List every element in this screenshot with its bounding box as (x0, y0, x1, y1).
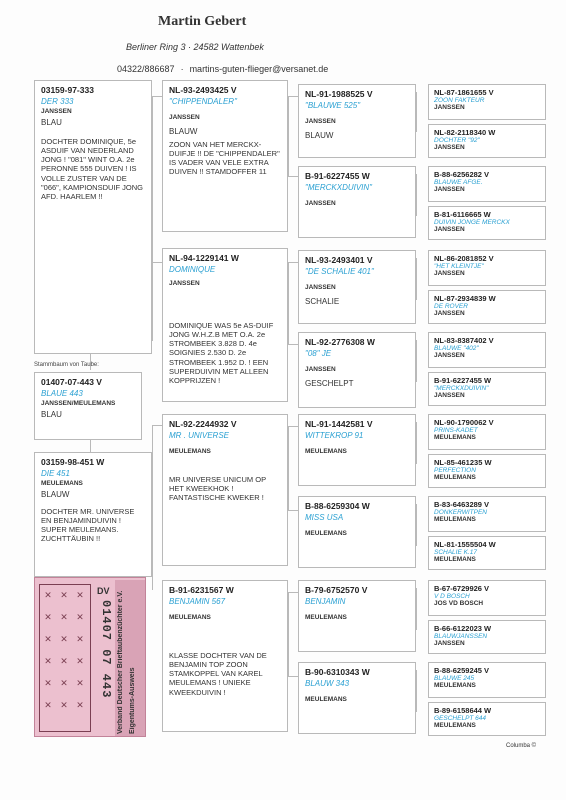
gen4-ring: NL-81-1555504 W (434, 540, 496, 549)
connector-line (152, 262, 162, 263)
connector-line (416, 670, 417, 712)
gen4-breed: MEULEMANS (434, 682, 476, 689)
gen4-ring: B-81-6116665 W (434, 210, 491, 219)
gen4-card[interactable] (428, 372, 546, 406)
connector-line (152, 96, 162, 97)
breeder-address: Berliner Ring 3 · 24582 Wattenbek (126, 42, 264, 52)
gen4-card[interactable] (428, 332, 546, 368)
gen4-breed: MEULEMANS (434, 516, 476, 523)
certificate-label-strip (115, 580, 145, 736)
gen4-name: "HET KLEINTJE" (434, 263, 484, 270)
gen4-card[interactable] (428, 702, 546, 736)
connector-line (288, 96, 289, 176)
connector-line (416, 340, 417, 382)
pigeon-breed: JANSSEN/MEULEMANS (41, 400, 116, 407)
pigeon-ring: 01407-07-443 V (41, 377, 102, 387)
gen3-color: SCHALIE (305, 297, 340, 306)
pigeon-name: BLAUE 443 (41, 389, 83, 398)
connector-line (416, 588, 417, 630)
ownership-certificate (34, 577, 146, 737)
dam-ring: 03159-98-451 W (41, 457, 105, 467)
gen3-card[interactable] (298, 496, 416, 568)
sire-ring: 03159-97-333 (41, 85, 94, 95)
sire-description: DOCHTER DOMINIQUE, 5e ASDUIF VAN NEDERLAND JONG ! "081" WINT O.A. 2e PERONNE 555 DUIVEN ! IS VOLLE ZUSTER VAN DE "066", KAMPIONSDUIF JONG AFD. HAARLEM !! (41, 137, 144, 201)
gen4-breed: JANSSEN (434, 186, 465, 193)
pigeon-card[interactable] (34, 372, 142, 440)
connector-line (288, 592, 289, 676)
connector-line (288, 344, 298, 345)
connector-line (152, 425, 162, 426)
gen3-name: WITTEKROP 91 (305, 431, 364, 440)
gen3-breed: MEULEMANS (305, 696, 347, 703)
gen4-ring: NL-90-1790062 V (434, 418, 494, 427)
gen4-ring: B-89-6158644 W (434, 706, 492, 715)
gen3-card[interactable] (298, 250, 416, 324)
connector-line (90, 440, 91, 452)
gen4-breed: JANSSEN (434, 352, 465, 359)
connector-line (416, 422, 417, 464)
gen4-ring: NL-82-2118340 W (434, 128, 496, 137)
gen4-ring: NL-85-461235 W (434, 458, 492, 467)
sire-color: BLAU (41, 118, 62, 127)
gen4-ring: B-88-6259245 V (434, 666, 490, 675)
gen2-ring: NL-93-2493425 V (169, 85, 237, 95)
gen4-card[interactable] (428, 84, 546, 120)
certificate-title: Eigentums-Ausweis (129, 667, 136, 734)
gen4-name: BLAUWE "402" (434, 345, 479, 352)
gen3-name: BENJAMIN (305, 597, 346, 606)
gen2-ring: NL-94-1229141 W (169, 253, 239, 263)
gen4-ring: NL-87-1861655 V (434, 88, 494, 97)
connector-line (288, 592, 298, 593)
breeder-phone: 04322/886687 (117, 64, 175, 74)
gen3-ring: B-90-6310343 W (305, 667, 370, 677)
dam-name: DIE 451 (41, 469, 70, 478)
gen2-breed: MEULEMANS (169, 614, 211, 621)
gen3-ring: NL-92-2776308 W (305, 337, 375, 347)
gen3-breed: JANSSEN (305, 200, 336, 207)
gen3-card[interactable] (298, 332, 416, 408)
gen4-breed: MEULEMANS (434, 474, 476, 481)
gen3-breed: MEULEMANS (305, 448, 347, 455)
gen3-ring: NL-93-2493401 V (305, 255, 373, 265)
connector-line (152, 425, 153, 590)
gen4-name: GESCHELPT 644 (434, 715, 487, 722)
pedigree-of-label: Stammbaum von Taube: (34, 362, 99, 368)
gen4-card[interactable] (428, 454, 546, 488)
certificate-pattern: ✕ ✕ ✕ ✕ ✕ ✕ ✕ ✕ ✕ ✕ ✕ ✕ ✕ ✕ ✕ ✕ ✕ ✕ (39, 584, 91, 732)
breeder-email[interactable]: martins-guten-flieger@versanet.de (189, 64, 329, 74)
gen2-name: "CHIPPENDALER" (169, 97, 237, 106)
gen2-card[interactable] (162, 580, 288, 732)
gen3-breed: JANSSEN (305, 366, 336, 373)
gen4-ring: B-67-6729926 V (434, 584, 490, 593)
gen4-name: DUIVIN JONGE MERCKX (434, 219, 510, 226)
gen3-breed: MEULEMANS (305, 530, 347, 537)
gen4-ring: B-83-6463289 V (434, 500, 490, 509)
gen3-card[interactable] (298, 166, 416, 238)
gen2-description: DOMINIQUE WAS 5e AS-DUIF JONG W.H.Z.B MET O.A. 2e STROMBEEK 3.828 D. 4e SOIGNIES 2.530 D. 2e STROMBEEK 1.952 D. ! EEN SUPERDUIVIN MET ALLEEN KOPPRIJZEN ! (169, 321, 274, 385)
gen3-card[interactable] (298, 84, 416, 158)
gen4-card[interactable] (428, 290, 546, 324)
gen2-breed: MEULEMANS (169, 448, 211, 455)
connector-line (288, 96, 298, 97)
gen3-breed: JANSSEN (305, 284, 336, 291)
gen4-card[interactable] (428, 620, 546, 654)
connector-line (288, 426, 298, 427)
gen3-card[interactable] (298, 580, 416, 652)
dam-color: BLAUW (41, 490, 70, 499)
connector-line (416, 504, 417, 546)
connector-line (288, 426, 289, 510)
gen3-name: MISS USA (305, 513, 344, 522)
footer-credit: Columba © (506, 743, 537, 749)
gen3-name: BLAUW 343 (305, 679, 350, 688)
gen4-ring: NL-87-2934839 W (434, 294, 496, 303)
connector-line (416, 92, 417, 132)
connector-line (288, 262, 298, 263)
dam-description: DOCHTER MR. UNIVERSE EN BENJAMINDUIVIN ! SUPER MEULEMANS. ZUCHTTÄUBIN !! (41, 507, 135, 544)
certificate-ring-number: 01407 07 443 (99, 600, 113, 699)
gen3-ring: B-79-6752570 V (305, 585, 368, 595)
gen4-name: SCHALIE K.17 (434, 549, 477, 556)
certificate-dv: DV (97, 586, 110, 596)
gen4-name: BLAUWE 245 (434, 675, 475, 682)
gen3-color: BLAUW (305, 131, 334, 140)
gen2-breed: JANSSEN (169, 280, 200, 287)
gen3-name: "BLAUWE 525" (305, 101, 361, 110)
gen4-breed: JANSSEN (434, 104, 465, 111)
connector-line (288, 510, 298, 511)
gen4-breed: JOS VD BOSCH (434, 600, 484, 607)
gen3-card[interactable] (298, 662, 416, 734)
gen4-name: ZOON FAKTEUR (434, 97, 485, 104)
sire-name: DER 333 (41, 97, 74, 106)
gen3-ring: B-88-6259304 W (305, 501, 370, 511)
gen4-card[interactable] (428, 662, 546, 698)
gen2-name: DOMINIQUE (169, 265, 216, 274)
gen4-name: DE ROVER (434, 303, 468, 310)
dam-card[interactable] (34, 452, 152, 577)
sire-card[interactable] (34, 80, 152, 354)
gen4-name: "MERCKXDUIVIN" (434, 385, 489, 392)
connector-line (288, 176, 298, 177)
gen4-breed: JANSSEN (434, 310, 465, 317)
gen4-breed: MEULEMANS (434, 434, 476, 441)
gen4-card[interactable] (428, 536, 546, 570)
gen2-color: BLAUW (169, 127, 198, 136)
gen2-card[interactable] (162, 248, 288, 402)
dam-breed: MEULEMANS (41, 480, 83, 487)
gen4-ring: B-66-6122023 W (434, 624, 492, 633)
gen4-name: V D BOSCH (434, 593, 470, 600)
gen3-breed: MEULEMANS (305, 614, 347, 621)
gen4-name: PRINS-KADET (434, 427, 478, 434)
gen3-name: "08" JE (305, 349, 332, 358)
gen2-description: MR UNIVERSE UNICUM OP HET KWEEKHOK ! FANTASTISCHE KWEKER ! (169, 475, 266, 503)
breeder-name: Martin Gebert (158, 14, 247, 29)
gen4-name: BLAUWE AFGE. (434, 179, 483, 186)
gen4-breed: JANSSEN (434, 144, 465, 151)
gen2-ring: B-91-6231567 W (169, 585, 234, 595)
gen4-name: DOCHTER "92" (434, 137, 480, 144)
gen2-name: MR . UNIVERSE (169, 431, 230, 440)
gen4-card[interactable] (428, 580, 546, 616)
gen4-breed: MEULEMANS (434, 722, 476, 729)
gen4-name: PERFECTION (434, 467, 476, 474)
gen4-breed: JANSSEN (434, 270, 465, 277)
breeder-contact: 04322/886687 · martins-guten-flieger@versanet.de (117, 64, 329, 74)
gen3-ring: NL-91-1988525 V (305, 89, 373, 99)
gen4-ring: B-91-6227455 W (434, 376, 492, 385)
gen4-card[interactable] (428, 250, 546, 286)
sire-breed: JANSSEN (41, 108, 72, 115)
gen4-name: BLAUWJANSSEN (434, 633, 488, 640)
gen4-card[interactable] (428, 166, 546, 202)
gen2-card[interactable] (162, 80, 288, 232)
gen4-name: DONKERWITPEN (434, 509, 487, 516)
gen4-breed: JANSSEN (434, 640, 465, 647)
gen4-card[interactable] (428, 414, 546, 450)
gen2-name: BENJAMIN 567 (169, 597, 226, 606)
connector-line (416, 258, 417, 300)
gen3-color: GESCHELPT (305, 379, 354, 388)
gen4-breed: JANSSEN (434, 392, 465, 399)
gen3-card[interactable] (298, 414, 416, 486)
gen4-breed: JANSSEN (434, 226, 465, 233)
gen2-ring: NL-92-2244932 V (169, 419, 237, 429)
gen2-description: KLASSE DOCHTER VAN DE BENJAMIN TOP ZOON STAMKOPPEL VAN KAREL MEULEMANS ! UNIEKE KWEEKDUIVIN ! (169, 651, 267, 697)
connector-line (416, 174, 417, 216)
connector-line (288, 676, 298, 677)
gen4-ring: NL-83-8387402 V (434, 336, 494, 345)
gen3-name: "MERCKXDUIVIN" (305, 183, 373, 192)
gen4-ring: NL-86-2081852 V (434, 254, 494, 263)
gen4-card[interactable] (428, 124, 546, 158)
gen2-card[interactable] (162, 414, 288, 566)
gen2-description: ZOON VAN HET MERCKX-DUIFJE !! DE "CHIPPENDALER" IS VADER VAN VELE EXTRA DUIVEN !! STAMDOFFER 11 (169, 140, 280, 177)
gen4-breed: MEULEMANS (434, 556, 476, 563)
gen4-card[interactable] (428, 496, 546, 532)
gen3-ring: B-91-6227455 W (305, 171, 370, 181)
gen2-breed: JANSSEN (169, 114, 200, 121)
gen3-breed: JANSSEN (305, 118, 336, 125)
certificate-association: Verband Deutscher Brieftaubenzüchter e.V. (117, 590, 124, 734)
pigeon-color: BLAU (41, 410, 62, 419)
gen4-ring: B-88-6256282 V (434, 170, 490, 179)
gen4-card[interactable] (428, 206, 546, 240)
gen3-name: "DE SCHALIE 401" (305, 267, 374, 276)
gen3-ring: NL-91-1442581 V (305, 419, 373, 429)
connector-line (288, 262, 289, 344)
connector-line (152, 96, 153, 340)
